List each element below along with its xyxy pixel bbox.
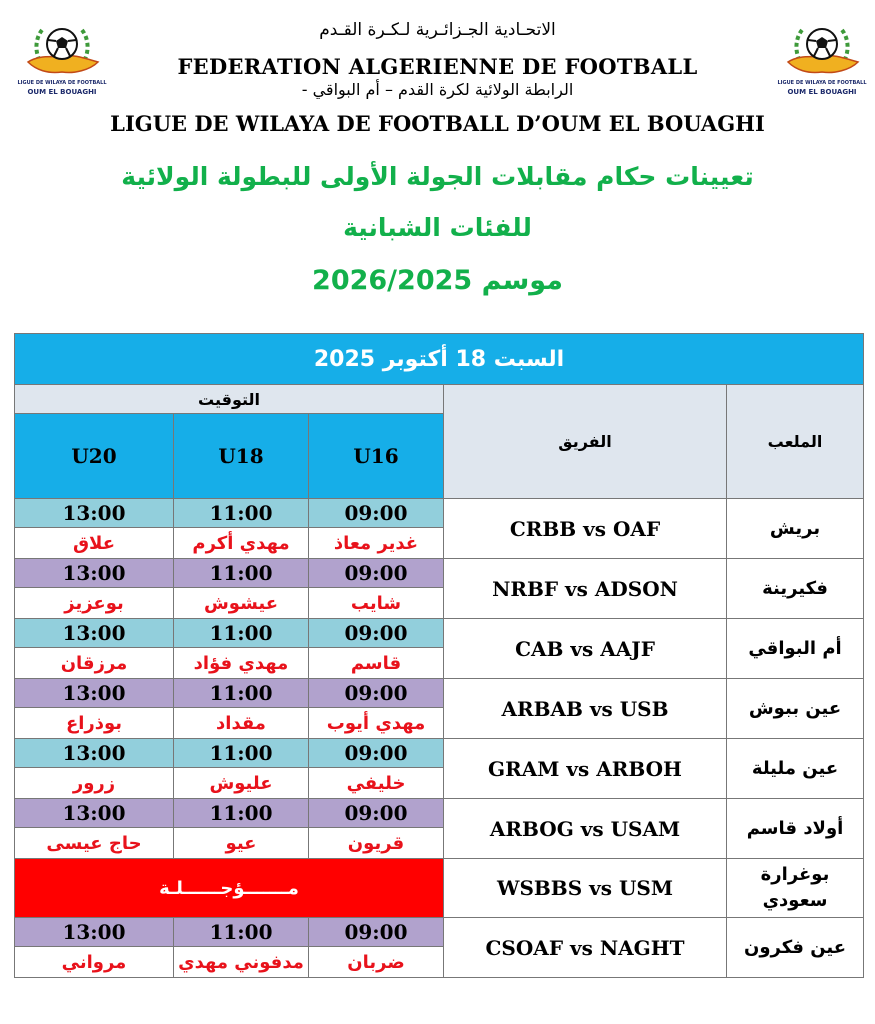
kickoff-time: 09:00 xyxy=(309,918,444,947)
kickoff-time: 13:00 xyxy=(15,499,174,528)
match-row xyxy=(15,499,864,528)
kickoff-time: 13:00 xyxy=(15,739,174,768)
kickoff-time: 09:00 xyxy=(309,559,444,588)
referee-name: مقداد xyxy=(174,708,309,739)
match-row xyxy=(15,559,864,588)
referee-name: خليفي xyxy=(309,768,444,799)
kickoff-time: 13:00 xyxy=(15,799,174,828)
kickoff-time: 11:00 xyxy=(174,739,309,768)
referee-schedule-table xyxy=(14,333,864,978)
team-column-header: الفريق xyxy=(444,385,727,499)
match-venue: بوغرارة سعودي xyxy=(727,859,864,918)
match-row xyxy=(15,679,864,708)
kickoff-time: 09:00 xyxy=(309,499,444,528)
referee-name: مهدي أيوب xyxy=(309,708,444,739)
referee-name: عيشوش xyxy=(174,588,309,619)
referee-name: مدفوني مهدي xyxy=(174,947,309,978)
kickoff-time: 11:00 xyxy=(174,619,309,648)
document-subtitle: للفئات الشبانية xyxy=(343,213,532,242)
timing-header: التوقيت xyxy=(15,385,444,414)
referee-name: علاق xyxy=(15,528,174,559)
match-teams: CSOAF vs NAGHT xyxy=(444,918,727,978)
category-header-u20: U20 xyxy=(15,414,174,499)
kickoff-time: 09:00 xyxy=(309,739,444,768)
kickoff-time: 09:00 xyxy=(309,679,444,708)
referee-name: مهدي فؤاد xyxy=(174,648,309,679)
season-label: موسم 2026/2025 xyxy=(312,265,563,296)
kickoff-time: 13:00 xyxy=(15,918,174,947)
postponed-label: مـــــــؤجــــــلـة xyxy=(15,859,444,918)
referee-name: عيو xyxy=(174,828,309,859)
logo-text-line1: LIGUE DE WILAYA DE FOOTBALL xyxy=(777,80,867,86)
match-date: السبت 18 أكتوبر 2025 xyxy=(15,334,864,385)
category-header-u16: U16 xyxy=(309,414,444,499)
venue-column-header: الملعب xyxy=(727,385,864,499)
referee-name: زرور xyxy=(15,768,174,799)
arabic-federation-name: الاتحـادية الجـزائـرية لـكـرة القـدم xyxy=(319,20,556,40)
referee-name: قريون xyxy=(309,828,444,859)
referee-name: مرزقان xyxy=(15,648,174,679)
match-row xyxy=(15,799,864,828)
match-venue: بريش xyxy=(727,499,864,559)
kickoff-time: 13:00 xyxy=(15,559,174,588)
match-teams: GRAM vs ARBOH xyxy=(444,739,727,799)
match-row xyxy=(15,918,864,947)
referee-name: قاسم xyxy=(309,648,444,679)
referee-name: مهدي أكرم xyxy=(174,528,309,559)
referee-name: عليوش xyxy=(174,768,309,799)
match-teams: CAB vs AAJF xyxy=(444,619,727,679)
match-venue: عين فكرون xyxy=(727,918,864,978)
kickoff-time: 09:00 xyxy=(309,619,444,648)
referee-name: بوذراع xyxy=(15,708,174,739)
match-teams: ARBAB vs USB xyxy=(444,679,727,739)
kickoff-time: 11:00 xyxy=(174,679,309,708)
match-teams: NRBF vs ADSON xyxy=(444,559,727,619)
match-venue: أولاد قاسم xyxy=(727,799,864,859)
french-federation-name: FEDERATION ALGERIENNE DE FOOTBALL xyxy=(177,54,698,79)
document-title: تعيينات حكام مقابلات الجولة الأولى للبطولة الولائية xyxy=(121,162,754,191)
kickoff-time: 11:00 xyxy=(174,499,309,528)
referee-name: غدير معاذ xyxy=(309,528,444,559)
kickoff-time: 13:00 xyxy=(15,679,174,708)
match-venue: عين مليلة xyxy=(727,739,864,799)
match-row xyxy=(15,619,864,648)
match-teams: WSBBS vs USM xyxy=(444,859,727,918)
french-league-name: LIGUE DE WILAYA DE FOOTBALL D’OUM EL BOUAGHI xyxy=(110,111,765,136)
match-row xyxy=(15,859,864,918)
category-header-u18: U18 xyxy=(174,414,309,499)
match-venue: أم البواقي xyxy=(727,619,864,679)
match-venue: فكيرينة xyxy=(727,559,864,619)
kickoff-time: 09:00 xyxy=(309,799,444,828)
match-row xyxy=(15,739,864,768)
match-teams: CRBB vs OAF xyxy=(444,499,727,559)
kickoff-time: 11:00 xyxy=(174,559,309,588)
kickoff-time: 13:00 xyxy=(15,619,174,648)
match-teams: ARBOG vs USAM xyxy=(444,799,727,859)
logo-text-line2: OUM EL BOUAGHI xyxy=(27,88,97,96)
referee-name: بوعزيز xyxy=(15,588,174,619)
kickoff-time: 11:00 xyxy=(174,799,309,828)
kickoff-time: 11:00 xyxy=(174,918,309,947)
match-venue: عين ببوش xyxy=(727,679,864,739)
referee-name: شايب xyxy=(309,588,444,619)
logo-text-line2: OUM EL BOUAGHI xyxy=(787,88,857,96)
referee-name: حاج عيسى xyxy=(15,828,174,859)
arabic-league-name: الرابطة الولائية لكرة القدم – أم البواقي - xyxy=(301,80,574,99)
referee-name: ضربان xyxy=(309,947,444,978)
logo-text-line1: LIGUE DE WILAYA DE FOOTBALL xyxy=(17,80,107,86)
referee-name: مرواني xyxy=(15,947,174,978)
